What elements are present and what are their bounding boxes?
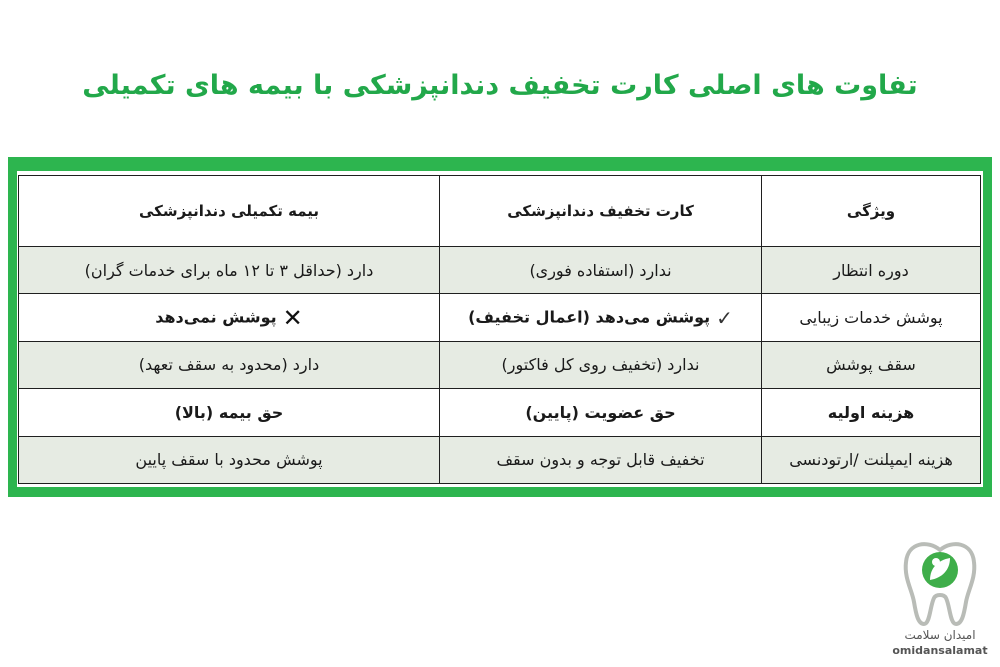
cell-insurance xyxy=(19,294,440,341)
table-frame xyxy=(8,157,992,497)
page-title: تفاوت های اصلی کارت تخفیف دندانپزشکی با بیمه های تکمیلی xyxy=(82,70,918,101)
cell-insurance: دارد (حداقل ۳ تا ۱۲ ماه برای خدمات گران) xyxy=(19,247,440,294)
cell-insurance: دارد (محدود به سقف تعهد) xyxy=(19,341,440,388)
cell-card: حق عضویت (پایین) xyxy=(440,389,762,436)
brand-name-en: omidansalamat xyxy=(892,644,988,657)
cell-card-text: پوشش می‌دهد (اعمال تخفیف) xyxy=(468,307,711,327)
x-icon: ✕ xyxy=(282,303,303,332)
cell-card: ندارد (تخفیف روی کل فاکتور) xyxy=(440,341,762,388)
header-supplementary-insurance: بیمه تکمیلی دندانپزشکی xyxy=(19,176,440,247)
brand-name-fa: امیدان سلامت xyxy=(904,628,976,642)
cell-feature: هزینه اولیه xyxy=(762,389,981,436)
table-row xyxy=(19,436,981,483)
cell-feature: سقف پوشش xyxy=(762,341,981,388)
check-icon: ✓ xyxy=(716,305,733,330)
cell-insurance: پوشش محدود با سقف پایین xyxy=(19,436,440,483)
cell-card: تخفیف قابل توجه و بدون سقف xyxy=(440,436,762,483)
cell-insurance-text: پوشش نمی‌دهد xyxy=(155,307,277,327)
table-header-row xyxy=(19,176,981,247)
cell-insurance: حق بیمه (بالا) xyxy=(19,389,440,436)
cell-card: ندارد (استفاده فوری) xyxy=(440,247,762,294)
comparison-table xyxy=(18,175,981,484)
table-row xyxy=(19,341,981,388)
header-feature: ویژگی xyxy=(762,176,981,247)
tooth-leaf-icon xyxy=(900,540,980,628)
brand-logo xyxy=(890,540,995,665)
header-discount-card: کارت تخفیف دندانپزشکی xyxy=(440,176,762,247)
cell-card xyxy=(440,294,762,341)
table-row xyxy=(19,294,981,341)
cell-feature: پوشش خدمات زیبایی xyxy=(762,294,981,341)
table-row xyxy=(19,389,981,436)
table-row xyxy=(19,247,981,294)
cell-feature: دوره انتظار xyxy=(762,247,981,294)
cell-feature: هزینه ایمپلنت /ارتودنسی xyxy=(762,436,981,483)
